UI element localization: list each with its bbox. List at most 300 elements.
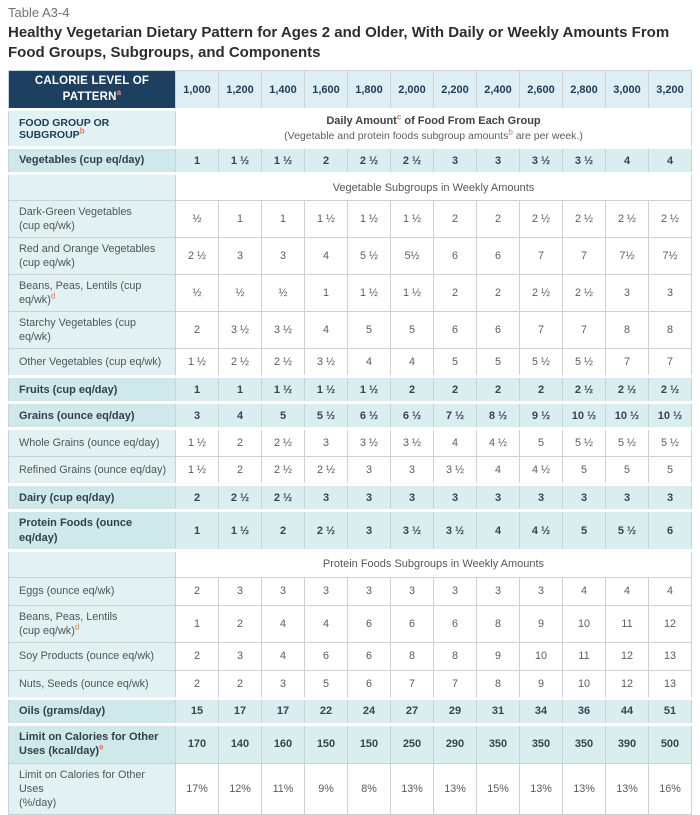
value-cell: 17 xyxy=(219,698,262,724)
value-cell: 150 xyxy=(305,724,348,763)
value-cell: 3 xyxy=(391,457,434,485)
value-cell: 3 xyxy=(434,577,477,605)
row-label: Limit on Calories for Other Uses (%/day) xyxy=(9,763,176,814)
calorie-level-value: 1,000 xyxy=(176,71,219,110)
value-cell: 11 xyxy=(563,642,606,670)
table-number: Table A3-4 xyxy=(8,5,70,20)
value-cell: 6 ½ xyxy=(391,403,434,429)
value-cell: 2 ½ xyxy=(176,238,219,275)
value-cell: 8 ½ xyxy=(477,403,520,429)
value-cell: 2 ½ xyxy=(348,148,391,174)
value-cell: 350 xyxy=(563,724,606,763)
row-label: Beans, Peas, Lentils (cup eq/wk)$^d$ xyxy=(9,605,176,642)
value-cell: 8 xyxy=(606,312,649,349)
value-cell: 5 ½ xyxy=(563,429,606,457)
footnote-marker-b: b xyxy=(508,127,513,137)
value-cell: 140 xyxy=(219,724,262,763)
calorie-level-value: 2,200 xyxy=(434,71,477,110)
value-cell: 2 ½ xyxy=(219,349,262,377)
table-row xyxy=(9,403,692,429)
value-cell: 3 xyxy=(348,485,391,511)
value-cell: 3 ½ xyxy=(391,429,434,457)
value-cell: 2 xyxy=(219,605,262,642)
value-cell: 12 xyxy=(606,642,649,670)
value-cell: 6 xyxy=(348,670,391,698)
value-cell: 5 ½ xyxy=(649,429,692,457)
value-cell: 3 ½ xyxy=(348,429,391,457)
daily-amount-note xyxy=(176,110,692,148)
value-cell: 7 xyxy=(606,349,649,377)
value-cell: 2 ½ xyxy=(563,275,606,312)
value-cell: 2 ½ xyxy=(520,201,563,238)
calorie-level-value: 2,800 xyxy=(563,71,606,110)
empty-label-cell xyxy=(9,550,176,577)
value-cell: 2 xyxy=(262,511,305,551)
value-cell: 9 xyxy=(477,642,520,670)
value-cell: 4 xyxy=(262,605,305,642)
value-cell: 51 xyxy=(649,698,692,724)
row-label: Protein Foods (ounce eq/day) xyxy=(9,511,176,551)
value-cell: 5 ½ xyxy=(520,349,563,377)
value-cell: 2 xyxy=(176,577,219,605)
value-cell: 3 xyxy=(563,485,606,511)
value-cell: 13% xyxy=(520,763,563,814)
row-label: Starchy Vegetables (cup eq/wk) xyxy=(9,312,176,349)
value-cell: 7 xyxy=(391,670,434,698)
value-cell: 6 xyxy=(348,642,391,670)
value-cell: 3 xyxy=(348,511,391,551)
value-cell: 16% xyxy=(649,763,692,814)
value-cell: 4 ½ xyxy=(477,429,520,457)
value-cell: 4 xyxy=(649,577,692,605)
value-cell: 3 xyxy=(477,485,520,511)
value-cell: 7 xyxy=(434,670,477,698)
value-cell: 2 xyxy=(176,670,219,698)
value-cell: 9% xyxy=(305,763,348,814)
value-cell: 3 ½ xyxy=(305,349,348,377)
value-cell: 15% xyxy=(477,763,520,814)
table-row xyxy=(9,312,692,349)
value-cell: 2 ½ xyxy=(305,457,348,485)
food-group-label: FOOD GROUP OR SUBGROUP xyxy=(19,116,110,141)
value-cell: 2 ½ xyxy=(262,429,305,457)
value-cell: 3 ½ xyxy=(563,148,606,174)
value-cell: 3 xyxy=(477,577,520,605)
value-cell: 390 xyxy=(606,724,649,763)
value-cell: 3 xyxy=(219,642,262,670)
footnote-marker-e: e xyxy=(99,742,104,752)
value-cell: 3 ½ xyxy=(434,511,477,551)
value-cell: 10 ½ xyxy=(649,403,692,429)
value-cell: 7 xyxy=(520,238,563,275)
section-span-label: Protein Foods Subgroups in Weekly Amounts xyxy=(176,550,692,577)
value-cell: 10 ½ xyxy=(563,403,606,429)
value-cell: 8 xyxy=(477,670,520,698)
table-row xyxy=(9,429,692,457)
calorie-level-header-cell xyxy=(9,71,176,110)
row-label: Soy Products (ounce eq/wk) xyxy=(9,642,176,670)
value-cell: 3 ½ xyxy=(434,457,477,485)
value-cell: 7½ xyxy=(606,238,649,275)
value-cell: 2 xyxy=(219,429,262,457)
value-cell: 3 ½ xyxy=(391,511,434,551)
value-cell: 290 xyxy=(434,724,477,763)
value-cell: 9 ½ xyxy=(520,403,563,429)
empty-label-cell xyxy=(9,174,176,201)
value-cell: ½ xyxy=(219,275,262,312)
calorie-level-value: 3,000 xyxy=(606,71,649,110)
value-cell: 1 ½ xyxy=(305,377,348,403)
value-cell: 3 xyxy=(606,485,649,511)
footnote-marker-d: d xyxy=(74,622,80,632)
value-cell: 3 xyxy=(219,577,262,605)
value-cell: 1 xyxy=(176,148,219,174)
calorie-level-value: 1,800 xyxy=(348,71,391,110)
value-cell: 6 xyxy=(391,605,434,642)
row-label: Whole Grains (ounce eq/day) xyxy=(9,429,176,457)
value-cell: 2 ½ xyxy=(649,377,692,403)
value-cell: 12 xyxy=(606,670,649,698)
footnote-marker-d: d xyxy=(50,291,56,301)
value-cell: 3 xyxy=(520,577,563,605)
row-label: Oils (grams/day) xyxy=(9,698,176,724)
value-cell: 2 ½ xyxy=(563,201,606,238)
value-cell: 5½ xyxy=(391,238,434,275)
calorie-level-value: 1,200 xyxy=(219,71,262,110)
daily-amount-line1: Daily Amount$^c$ of Food From Each Group xyxy=(326,112,541,128)
footnote-marker-b: b xyxy=(79,126,85,136)
value-cell: 17 xyxy=(262,698,305,724)
food-group-header-row xyxy=(9,110,692,148)
table-title: Healthy Vegetarian Dietary Pattern for Ages 2 and Older, With Daily or Weekly Amounts From Food Groups, Subgroups, and Components xyxy=(8,24,670,61)
value-cell: 7½ xyxy=(649,238,692,275)
value-cell: 27 xyxy=(391,698,434,724)
value-cell: 350 xyxy=(520,724,563,763)
value-cell: 160 xyxy=(262,724,305,763)
value-cell: 6 xyxy=(305,642,348,670)
table-row xyxy=(9,457,692,485)
value-cell: 29 xyxy=(434,698,477,724)
value-cell: 5 xyxy=(520,429,563,457)
value-cell: 3 xyxy=(391,485,434,511)
value-cell: 4 xyxy=(391,349,434,377)
value-cell: 2 xyxy=(176,485,219,511)
value-cell: 1 xyxy=(219,201,262,238)
row-label: Dairy (cup eq/day) xyxy=(9,485,176,511)
value-cell: 10 xyxy=(520,642,563,670)
value-cell: 5 ½ xyxy=(606,429,649,457)
value-cell: 9 xyxy=(520,670,563,698)
calorie-level-value: 2,600 xyxy=(520,71,563,110)
value-cell: 3 ½ xyxy=(262,312,305,349)
value-cell: 1 ½ xyxy=(176,457,219,485)
footnote-marker-c: c xyxy=(396,112,402,122)
value-cell: 5 ½ xyxy=(305,403,348,429)
table-row xyxy=(9,763,692,814)
value-cell: 3 xyxy=(477,148,520,174)
value-cell: 3 xyxy=(434,148,477,174)
value-cell: 4 ½ xyxy=(520,457,563,485)
value-cell: 4 xyxy=(348,349,391,377)
value-cell: 2 xyxy=(477,201,520,238)
value-cell: 2 xyxy=(305,148,348,174)
value-cell: 13% xyxy=(563,763,606,814)
value-cell: 6 xyxy=(434,238,477,275)
value-cell: 3 xyxy=(262,670,305,698)
table-row xyxy=(9,642,692,670)
value-cell: 1 ½ xyxy=(348,377,391,403)
calorie-level-value: 2,400 xyxy=(477,71,520,110)
value-cell: 2 ½ xyxy=(563,377,606,403)
value-cell: 8 xyxy=(434,642,477,670)
value-cell: 6 xyxy=(434,312,477,349)
value-cell: 3 xyxy=(649,275,692,312)
calorie-level-value: 1,400 xyxy=(262,71,305,110)
value-cell: 3 xyxy=(606,275,649,312)
value-cell: 2 ½ xyxy=(606,201,649,238)
row-label: Other Vegetables (cup eq/wk) xyxy=(9,349,176,377)
value-cell: ½ xyxy=(262,275,305,312)
value-cell: 34 xyxy=(520,698,563,724)
daily-amount-line2: (Vegetable and protein foods subgroup amounts$^b$ are per week.) xyxy=(284,127,583,142)
table-row xyxy=(9,511,692,551)
value-cell: 36 xyxy=(563,698,606,724)
value-cell: 8 xyxy=(391,642,434,670)
value-cell: 3 xyxy=(348,577,391,605)
value-cell: 7 xyxy=(563,238,606,275)
value-cell: 2 ½ xyxy=(606,377,649,403)
row-label: Refined Grains (ounce eq/day) xyxy=(9,457,176,485)
value-cell: 1 ½ xyxy=(391,201,434,238)
value-cell: 4 xyxy=(219,403,262,429)
value-cell: 2 xyxy=(176,312,219,349)
value-cell: 4 xyxy=(305,312,348,349)
value-cell: 3 xyxy=(219,238,262,275)
value-cell: 8 xyxy=(477,605,520,642)
value-cell: 1 ½ xyxy=(219,511,262,551)
value-cell: 1 xyxy=(219,377,262,403)
table-row xyxy=(9,275,692,312)
value-cell: 5 xyxy=(262,403,305,429)
row-label: Eggs (ounce eq/wk) xyxy=(9,577,176,605)
value-cell: 4 xyxy=(563,577,606,605)
value-cell: 2 ½ xyxy=(262,485,305,511)
calorie-level-label: CALORIE LEVEL OF PATTERN xyxy=(34,75,150,103)
value-cell: 7 xyxy=(563,312,606,349)
value-cell: 10 ½ xyxy=(606,403,649,429)
value-cell: 3 ½ xyxy=(219,312,262,349)
value-cell: 4 xyxy=(649,148,692,174)
value-cell: 4 ½ xyxy=(520,511,563,551)
value-cell: 1 ½ xyxy=(262,148,305,174)
value-cell: 24 xyxy=(348,698,391,724)
row-label: Fruits (cup eq/day) xyxy=(9,377,176,403)
value-cell: 1 xyxy=(176,605,219,642)
value-cell: 6 xyxy=(348,605,391,642)
value-cell: 2 ½ xyxy=(305,511,348,551)
section-span-label: Vegetable Subgroups in Weekly Amounts xyxy=(176,174,692,201)
value-cell: 4 xyxy=(606,148,649,174)
food-group-header-cell xyxy=(9,110,176,148)
row-label: Limit on Calories for Other Uses (kcal/day)$^e$ xyxy=(9,724,176,763)
value-cell: 1 ½ xyxy=(176,349,219,377)
value-cell: 5 xyxy=(434,349,477,377)
calorie-level-value: 2,000 xyxy=(391,71,434,110)
calorie-level-value: 3,200 xyxy=(649,71,692,110)
value-cell: 1 ½ xyxy=(305,201,348,238)
value-cell: 1 xyxy=(305,275,348,312)
value-cell: 2 xyxy=(477,275,520,312)
value-cell: 500 xyxy=(649,724,692,763)
value-cell: 2 ½ xyxy=(520,275,563,312)
value-cell: 6 xyxy=(477,238,520,275)
calorie-level-value: 1,600 xyxy=(305,71,348,110)
value-cell: 13% xyxy=(391,763,434,814)
table-row xyxy=(9,605,692,642)
value-cell: 1 ½ xyxy=(262,377,305,403)
value-cell: 3 xyxy=(262,238,305,275)
value-cell: 2 ½ xyxy=(391,148,434,174)
row-label: Vegetables (cup eq/day) xyxy=(9,148,176,174)
value-cell: ½ xyxy=(176,275,219,312)
value-cell: 2 xyxy=(520,377,563,403)
value-cell: 3 xyxy=(434,485,477,511)
value-cell: 13 xyxy=(649,642,692,670)
table-row xyxy=(9,377,692,403)
value-cell: 7 xyxy=(649,349,692,377)
value-cell: 11 xyxy=(606,605,649,642)
value-cell: 3 ½ xyxy=(520,148,563,174)
value-cell: 17% xyxy=(176,763,219,814)
value-cell: 1 xyxy=(176,377,219,403)
value-cell: 3 xyxy=(649,485,692,511)
value-cell: 4 xyxy=(305,238,348,275)
footnote-marker-a: a xyxy=(116,87,122,97)
value-cell: 5 xyxy=(563,511,606,551)
table-row xyxy=(9,349,692,377)
value-cell: 8% xyxy=(348,763,391,814)
value-cell: 11% xyxy=(262,763,305,814)
value-cell: 1 ½ xyxy=(391,275,434,312)
row-label: Beans, Peas, Lentils (cup eq/wk)$^d$ xyxy=(9,275,176,312)
table-row xyxy=(9,201,692,238)
value-cell: 5 xyxy=(477,349,520,377)
value-cell: 15 xyxy=(176,698,219,724)
value-cell: ½ xyxy=(176,201,219,238)
value-cell: 4 xyxy=(606,577,649,605)
value-cell: 1 ½ xyxy=(176,429,219,457)
value-cell: 2 xyxy=(434,201,477,238)
value-cell: 2 xyxy=(434,275,477,312)
value-cell: 2 ½ xyxy=(649,201,692,238)
value-cell: 7 xyxy=(520,312,563,349)
calorie-level-row xyxy=(9,71,692,110)
table-row xyxy=(9,485,692,511)
value-cell: 5 ½ xyxy=(606,511,649,551)
value-cell: 170 xyxy=(176,724,219,763)
value-cell: 6 xyxy=(477,312,520,349)
value-cell: 31 xyxy=(477,698,520,724)
table-row xyxy=(9,577,692,605)
value-cell: 4 xyxy=(434,429,477,457)
value-cell: 1 xyxy=(262,201,305,238)
value-cell: 5 xyxy=(391,312,434,349)
value-cell: 3 xyxy=(305,429,348,457)
value-cell: 13 xyxy=(649,670,692,698)
value-cell: 6 xyxy=(434,605,477,642)
table-row xyxy=(9,724,692,763)
value-cell: 5 xyxy=(606,457,649,485)
value-cell: 9 xyxy=(520,605,563,642)
value-cell: 2 ½ xyxy=(262,349,305,377)
value-cell: 5 xyxy=(649,457,692,485)
value-cell: 3 xyxy=(305,485,348,511)
value-cell: 12% xyxy=(219,763,262,814)
value-cell: 2 xyxy=(176,642,219,670)
table-row xyxy=(9,148,692,174)
value-cell: 13% xyxy=(434,763,477,814)
section-span-row xyxy=(9,174,692,201)
value-cell: 8 xyxy=(649,312,692,349)
value-cell: 5 ½ xyxy=(563,349,606,377)
value-cell: 4 xyxy=(262,642,305,670)
table-row xyxy=(9,698,692,724)
value-cell: 4 xyxy=(305,605,348,642)
value-cell: 1 xyxy=(176,511,219,551)
value-cell: 2 ½ xyxy=(219,485,262,511)
value-cell: 2 xyxy=(391,377,434,403)
value-cell: 2 xyxy=(219,670,262,698)
value-cell: 5 xyxy=(305,670,348,698)
value-cell: 1 ½ xyxy=(219,148,262,174)
value-cell: 22 xyxy=(305,698,348,724)
value-cell: 2 xyxy=(434,377,477,403)
value-cell: 3 xyxy=(262,577,305,605)
value-cell: 5 ½ xyxy=(348,238,391,275)
value-cell: 3 xyxy=(305,577,348,605)
value-cell: 250 xyxy=(391,724,434,763)
value-cell: 2 ½ xyxy=(262,457,305,485)
row-label: Dark-Green Vegetables (cup eq/wk) xyxy=(9,201,176,238)
value-cell: 10 xyxy=(563,670,606,698)
value-cell: 12 xyxy=(649,605,692,642)
row-label: Grains (ounce eq/day) xyxy=(9,403,176,429)
value-cell: 3 xyxy=(176,403,219,429)
value-cell: 5 xyxy=(348,312,391,349)
table-row xyxy=(9,238,692,275)
value-cell: 1 ½ xyxy=(348,275,391,312)
value-cell: 6 ½ xyxy=(348,403,391,429)
value-cell: 44 xyxy=(606,698,649,724)
value-cell: 6 xyxy=(649,511,692,551)
section-span-row xyxy=(9,550,692,577)
value-cell: 4 xyxy=(477,457,520,485)
value-cell: 3 xyxy=(348,457,391,485)
row-label: Nuts, Seeds (ounce eq/wk) xyxy=(9,670,176,698)
value-cell: 5 xyxy=(563,457,606,485)
value-cell: 150 xyxy=(348,724,391,763)
value-cell: 10 xyxy=(563,605,606,642)
value-cell: 7 ½ xyxy=(434,403,477,429)
value-cell: 3 xyxy=(391,577,434,605)
value-cell: 3 xyxy=(520,485,563,511)
value-cell: 2 xyxy=(219,457,262,485)
row-label: Red and Orange Vegetables (cup eq/wk) xyxy=(9,238,176,275)
value-cell: 4 xyxy=(477,511,520,551)
value-cell: 13% xyxy=(606,763,649,814)
dietary-pattern-table xyxy=(8,70,692,815)
value-cell: 350 xyxy=(477,724,520,763)
